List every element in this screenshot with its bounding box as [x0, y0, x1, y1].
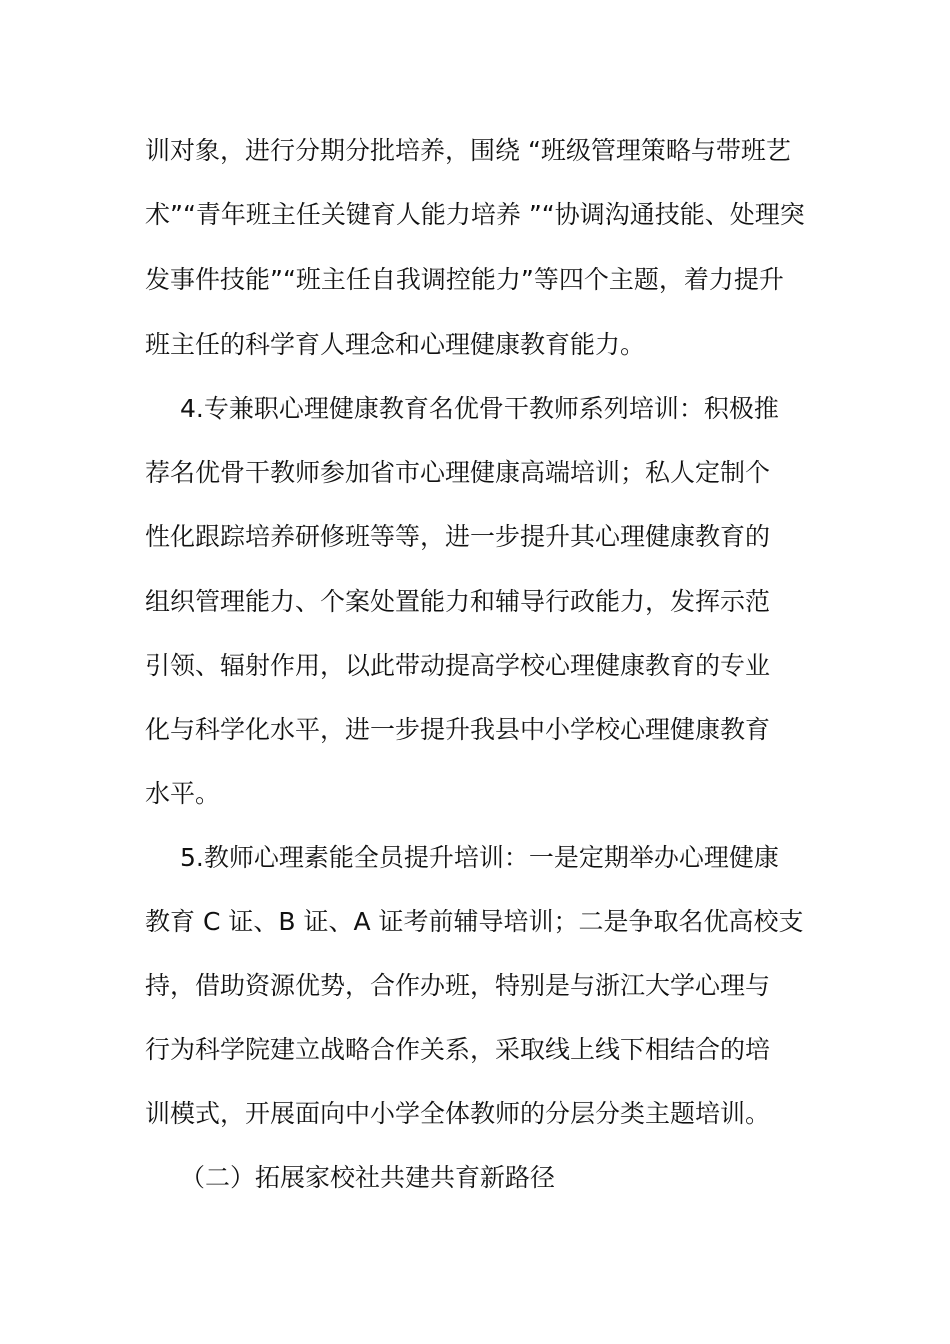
- text-line: 训对象，进行分期分批培养，围绕 “班级管理策略与带班艺: [145, 136, 791, 165]
- text-line: 班主任的科学育人理念和心理健康教育能力。: [145, 330, 646, 359]
- text-line: 发事件技能”“班主任自我调控能力”等四个主题，着力提升: [145, 265, 784, 294]
- text-line: 组织管理能力、个案处置能力和辅导行政能力，发挥示范: [145, 587, 771, 616]
- text-line: 引领、辐射作用，以此带动提高学校心理健康教育的专业: [145, 651, 771, 680]
- text-line: 教育 C 证、B 证、A 证考前辅导培训；二是争取名优高校支: [145, 907, 804, 936]
- text-line: 水平。: [145, 779, 221, 808]
- text-line: 行为科学院建立战略合作关系，采取线上线下相结合的培: [145, 1035, 771, 1064]
- text-line: 持，借助资源优势，合作办班，特别是与浙江大学心理与: [145, 971, 771, 1000]
- text-line: 训模式，开展面向中小学全体教师的分层分类主题培训。: [145, 1099, 771, 1128]
- text-line: 术”“青年班主任关键育人能力培养 ”“协调沟通技能、处理突: [145, 200, 805, 229]
- paragraph-5-start: 5.教师心理素能全员提升培训：一是定期举办心理健康: [180, 843, 779, 872]
- section-heading: （二）拓展家校社共建共育新路径: [180, 1163, 556, 1192]
- paragraph-4-start: 4.专兼职心理健康教育名优骨干教师系列培训：积极推: [180, 394, 779, 423]
- text-line: 性化跟踪培养研修班等等，进一步提升其心理健康教育的: [145, 522, 771, 551]
- text-line: 化与科学化水平，进一步提升我县中小学校心理健康教育: [145, 715, 771, 744]
- text-line: 荐名优骨干教师参加省市心理健康高端培训；私人定制个: [145, 458, 771, 487]
